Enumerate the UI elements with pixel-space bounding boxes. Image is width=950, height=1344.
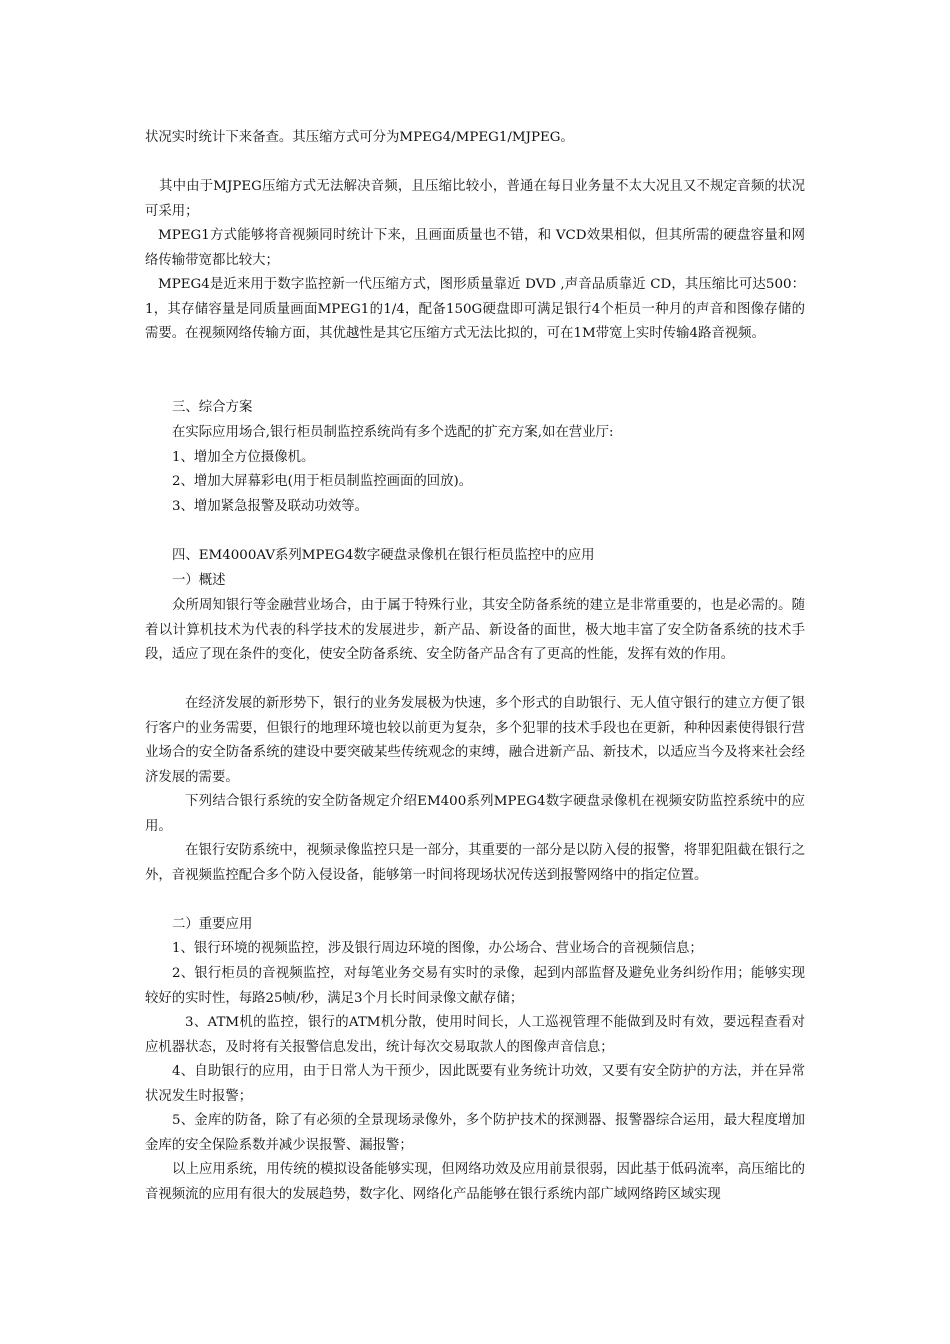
paragraph-overview-1: 众所周知银行等金融营业场合，由于属于特殊行业，其安全防备系统的建立是非常重要的，也是必需的。随着以计算机技术为代表的科学技术的发展进步，新产品、新设备的面世，极大地丰富了安全防备系统的技术手段，适应了现在条件的变化，使安全防备系统、安全防备产品含有了更高的性能，发挥有效的作用。 <box>145 598 805 662</box>
paragraph-overview-4: 在银行安防系统中，视频录像监控只是一部分，其重要的一部分是以防入侵的报警，将罪犯阻截在银行之外，音视频监控配合多个防入侵设备，能够第一时间将现场状况传送到报警网络中的指定位置。 <box>145 843 805 883</box>
section-3-heading: 三、综合方案 <box>172 400 253 415</box>
section-4-subheading-applications: 二）重要应用 <box>172 917 253 932</box>
paragraph-overview-2: 在经济发展的新形势下，银行的业务发展极为快速，多个形式的自助银行、无人值守银行的建立方便了银行客户的业务需要，但银行的地理环境也较以前更为复杂，多个犯罪的技术手段也在更新，种种因素使得银行营业场合的安全防备系统的建设中要突破某些传统观念的束缚，融合进新产品、新技术，以适应当今及将来社会经济发展的需要。 <box>145 696 805 785</box>
paragraph-overview-3: 下列结合银行系统的安全防备规定介绍EM400系列MPEG4数字硬盘录像机在视频安防监控系统中的应用。 <box>145 794 805 834</box>
section-3-item-3: 3、增加紧急报警及联动功效等。 <box>172 499 368 514</box>
section-3-item-2: 2、增加大屏幕彩电(用于柜员制监控画面的回放)。 <box>172 474 473 489</box>
application-item-5: 5、金库的防备，除了有必须的全景现场录像外，多个防护技术的探测器、报警器综合运用，最大程度增加金库的安全保险系数并减少误报警、漏报警； <box>145 1113 805 1153</box>
paragraph-summary: 以上应用系统，用传统的模拟设备能够实现，但网络功效及应用前景很弱，因此基于低码流率，高压缩比的音视频流的应用有很大的发展趋势，数字化、网络化产品能够在银行系统内部广域网络跨区域实现 <box>145 1162 805 1202</box>
paragraph-mpeg1: MPEG1方式能够将音视频同时统计下来，且画面质量也不错，和 VCD效果相似，但其所需的硬盘容量和网络传输带宽都比较大； <box>145 228 805 268</box>
section-4-heading: 四、EM4000AV系列MPEG4数字硬盘录像机在银行柜员监控中的应用 <box>172 548 595 563</box>
application-item-1: 1、银行环境的视频监控，涉及银行周边环境的图像，办公场合、营业场合的音视频信息； <box>172 941 703 956</box>
paragraph-mjpeg: 其中由于MJPEG压缩方式无法解决音频，且压缩比较小，普通在每日业务量不太大况且又不规定音频的状况可采用； <box>145 179 805 219</box>
section-4-subheading-overview: 一）概述 <box>172 573 226 588</box>
section-3-item-1: 1、增加全方位摄像机。 <box>172 450 315 465</box>
paragraph-mpeg4: MPEG4是近来用于数字监控新一代压缩方式，图形质量靠近 DVD ,声音品质靠近 CD，其压缩比可达500：1，其存储容量是同质量画面MPEG1的1/4，配备150G硬盘即可满足银行4个柜员一种月的声音和图像存储的需要。在视频网络传输方面，其优越性是其它压缩方式无法比拟的，可在1M带宽上实时传输4路音视频。 <box>145 277 805 341</box>
section-3-intro: 在实际应用场合,银行柜员制监控系统尚有多个选配的扩充方案,如在营业厅: <box>172 425 614 440</box>
application-item-4: 4、自助银行的应用，由于日常人为干预少，因此既要有业务统计功效，又要有安全防护的方法，并在异常状况发生时报警； <box>145 1064 805 1104</box>
application-item-3: 3、ATM机的监控，银行的ATM机分散，使用时间长，人工巡视管理不能做到及时有效，要远程查看对应机器状态，及时将有关报警信息发出，统计每次交易取款人的图像声音信息； <box>145 1015 805 1055</box>
application-item-2: 2、银行柜员的音视频监控，对每笔业务交易有实时的录像，起到内部监督及避免业务纠纷作用；能够实现较好的实时性，每路25帧/秒，满足3个月长时间录像文献存储； <box>145 966 805 1006</box>
paragraph-compression-modes: 状况实时统计下来备查。其压缩方式可分为MPEG4/MPEG1/MJPEG。 <box>145 130 574 145</box>
